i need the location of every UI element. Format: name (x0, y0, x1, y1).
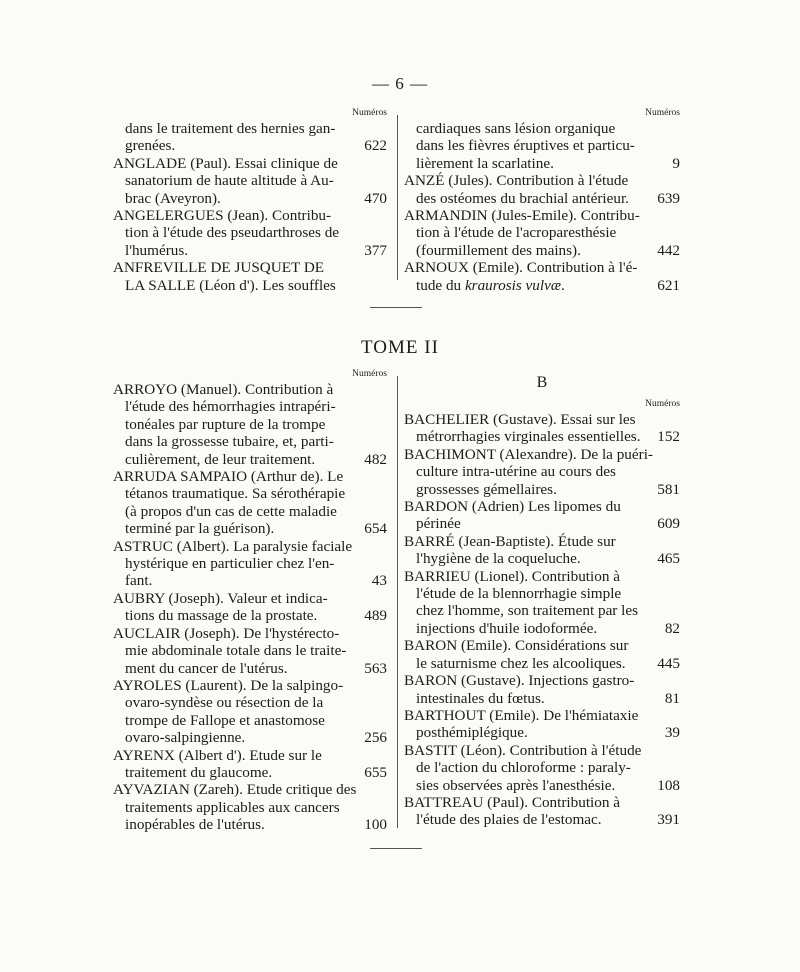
entry-line: ovaro-salpingienne. (125, 729, 246, 747)
entry-number: 655 (364, 763, 387, 781)
letter-heading: B (536, 374, 548, 391)
entry-line: (fourmillement des mains). (416, 241, 581, 259)
numeros-label: Numéros (645, 108, 680, 118)
entry-line: BACHELIER (Gustave). Essai sur les (404, 411, 636, 428)
index-entry (404, 446, 680, 498)
entry-line: ANGLADE (Paul). Essai clinique de (113, 154, 338, 172)
entry-line: le saturnisme chez les alcooliques. (416, 654, 626, 672)
index-entry (404, 672, 680, 707)
end-divider (370, 848, 422, 849)
entry-line: ovaro-syndèse ou résection de la (125, 694, 324, 712)
entry-line: traitement du glaucome. (125, 763, 273, 781)
entry-number: 622 (364, 137, 387, 155)
entry-number: 465 (657, 550, 680, 568)
entry-line: sanatorium de haute altitude à Au- (125, 172, 334, 190)
entry-line: hystérique en particulier chez l'en- (125, 555, 335, 573)
entry-number: 152 (657, 428, 680, 446)
entry-line: dans la grossesse tubaire, et, parti- (125, 433, 334, 451)
entry-line: lièrement la scarlatine. (416, 154, 554, 172)
entry-line: (à propos d'un cas de cette maladie (125, 502, 337, 520)
entry-number: 39 (664, 724, 680, 742)
entry-number: 256 (364, 729, 387, 747)
entry-number: 442 (657, 241, 680, 259)
index-entry (404, 637, 680, 672)
entry-number: 9 (672, 154, 680, 172)
index-entry (404, 794, 680, 829)
entry-line: AYVAZIAN (Zareh). Etude critique des (113, 781, 357, 799)
entry-number: 377 (364, 241, 387, 259)
entry-line: BARRÉ (Jean-Baptiste). Étude sur (404, 532, 616, 550)
index-entry (404, 533, 680, 568)
numeros-label: Numéros (352, 108, 387, 118)
entry-number: 621 (657, 276, 680, 294)
entry-line: fant. (125, 572, 153, 590)
entry-line: l'humérus. (125, 241, 189, 259)
index-entry (113, 677, 387, 747)
entry-line: traitements applicables aux cancers (125, 798, 340, 816)
entry-line: grenées. (125, 137, 176, 155)
entry-line: ANGELERGUES (Jean). Contribu- (113, 207, 332, 225)
index-entry (404, 259, 680, 294)
entry-number: 43 (371, 572, 387, 590)
entry-line: ARRUDA SAMPAIO (Arthur de). Le (113, 468, 344, 486)
entry-line: l'hygiène de la coqueluche. (416, 550, 581, 568)
index-entry (404, 742, 680, 794)
index-entry (404, 120, 680, 172)
entry-number: 639 (657, 189, 680, 207)
index-entry (113, 207, 387, 259)
entry-line: LA SALLE (Léon d'). Les souffles (125, 276, 336, 294)
entry-line: périnée (416, 515, 461, 533)
entry-line: BARTHOUT (Emile). De l'hémiataxie (404, 706, 639, 724)
index-entry (113, 381, 387, 468)
entry-number: 391 (657, 811, 680, 829)
entry-line: BARDON (Adrien) Les lipomes du (404, 498, 621, 516)
page-number: — 6 — (372, 74, 428, 93)
entry-line: dans le traitement des hernies gan- (125, 120, 336, 137)
entry-line: AYROLES (Laurent). De la salpingo- (113, 676, 344, 694)
entry-line: ment du cancer de l'utérus. (125, 659, 288, 677)
entry-number: 470 (364, 189, 387, 207)
entry-line: ARMANDIN (Jules-Emile). Contribu- (404, 207, 640, 225)
entry-number: 489 (364, 607, 387, 625)
index-entry (113, 468, 387, 538)
entry-line: tude du kraurosis vulvæ. (416, 276, 565, 294)
index-entry (404, 207, 680, 259)
index-entry (113, 747, 387, 782)
entry-line: culture intra-utérine au cours des (416, 463, 616, 481)
entry-line: terminé par la guérison). (125, 520, 275, 538)
tome-heading: TOME II (361, 337, 439, 358)
entry-line: grossesses gémellaires. (416, 480, 557, 498)
entry-line: tétanos traumatique. Sa sérothérapie (125, 485, 346, 503)
entry-line: tion à l'étude des pseudarthroses de (125, 224, 340, 242)
index-entry (113, 590, 387, 625)
index-entry (404, 172, 680, 207)
entry-number: 654 (364, 520, 387, 538)
entry-number: 82 (664, 619, 680, 637)
entry-line: chez l'homme, son traitement par les (416, 602, 639, 620)
column-top-right (404, 108, 680, 294)
entry-number: 581 (657, 480, 680, 498)
index-entry (404, 411, 680, 446)
entry-line: mie abdominale totale dans le traite- (125, 642, 347, 660)
entry-line: culièrement, de leur traitement. (125, 450, 316, 468)
column-divider-bottom (397, 376, 398, 828)
column-bottom-left (113, 369, 387, 834)
entry-line: tions du massage de la prostate. (125, 607, 318, 625)
entry-line: trompe de Fallope et anastomose (125, 711, 325, 729)
entry-number: 609 (657, 515, 680, 533)
entry-line: tonéales par rupture de la trompe (125, 415, 326, 433)
index-entry (404, 498, 680, 533)
entry-line: AUCLAIR (Joseph). De l'hystérecto- (113, 624, 340, 642)
entry-line: BACHIMONT (Alexandre). De la puéri- (404, 445, 653, 463)
section-divider (370, 307, 422, 308)
entry-line: de l'action du chloroforme : paraly- (416, 759, 631, 777)
entry-line: tion à l'étude de l'acroparesthésie (416, 224, 617, 242)
entry-line: des ostéomes du brachial antérieur. (416, 189, 629, 207)
entry-number: 81 (664, 689, 680, 707)
entry-line: ARROYO (Manuel). Contribution à (113, 381, 334, 398)
index-entry (113, 538, 387, 590)
entry-line: brac (Aveyron). (125, 189, 221, 207)
index-entry (113, 781, 387, 833)
entry-number: 100 (364, 816, 387, 834)
entry-line: BARRIEU (Lionel). Contribution à (404, 567, 620, 585)
index-entry (113, 625, 387, 677)
entry-line: intestinales du fœtus. (416, 689, 545, 707)
index-entry (113, 120, 387, 155)
numeros-label: Numéros (645, 399, 680, 409)
column-divider-top (397, 115, 398, 280)
entry-line: BASTIT (Léon). Contribution à l'étude (404, 741, 642, 759)
index-entry (113, 155, 387, 207)
entry-line: dans les fièvres éruptives et particu- (416, 137, 635, 155)
entry-line: ASTRUC (Albert). La paralysie faciale (113, 537, 353, 555)
entry-line: injections d'huile iodoformée. (416, 619, 598, 637)
entry-line: posthémiplégique. (416, 724, 528, 742)
entry-line: l'étude de la blennorrhagie simple (416, 585, 622, 603)
entry-line: sies observées après l'anesthésie. (416, 776, 616, 794)
entry-line: BARON (Gustave). Injections gastro- (404, 672, 635, 690)
entry-line: cardiaques sans lésion organique (416, 120, 616, 137)
entry-line: ARNOUX (Emile). Contribution à l'é- (404, 259, 638, 277)
index-entry (113, 259, 387, 294)
entry-line: BATTREAU (Paul). Contribution à (404, 793, 620, 811)
entry-line: ANZÉ (Jules). Contribution à l'étude (404, 172, 629, 190)
entry-line: ANFREVILLE DE JUSQUET DE (113, 259, 325, 277)
column-top-left (113, 108, 387, 294)
numeros-label: Numéros (352, 369, 387, 379)
entry-line: inopérables de l'utérus. (125, 816, 265, 834)
entry-line: AUBRY (Joseph). Valeur et indica- (113, 589, 328, 607)
entry-line: l'étude des plaies de l'estomac. (416, 811, 602, 829)
index-entry (404, 707, 680, 742)
entry-number: 445 (657, 654, 680, 672)
entry-number: 108 (657, 776, 680, 794)
entry-line: BARON (Emile). Considérations sur (404, 637, 629, 655)
entry-line: l'étude des hémorrhagies intrapéri- (125, 398, 336, 416)
entry-number: 482 (364, 450, 387, 468)
entry-line: métrorrhagies virginales essentielles. (416, 428, 641, 446)
column-bottom-right (404, 369, 680, 829)
index-entry (404, 568, 680, 638)
entry-number: 563 (364, 659, 387, 677)
entry-line: AYRENX (Albert d'). Etude sur le (113, 746, 322, 764)
